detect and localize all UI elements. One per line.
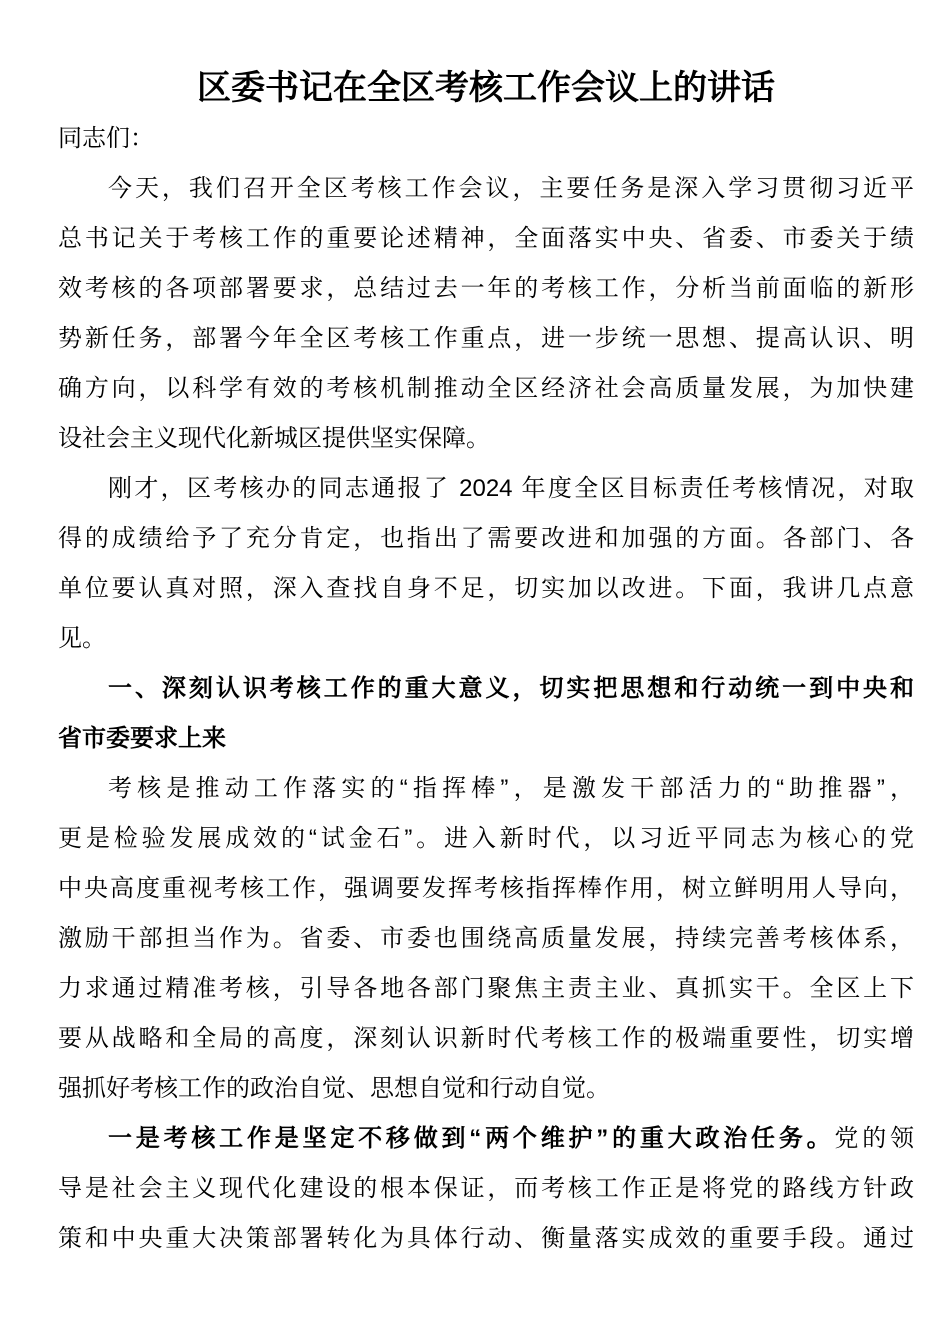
- text-line: 确方向，以科学有效的考核机制推动全区经济社会高质量发展，为加快建: [58, 375, 914, 402]
- text-line: 见。: [58, 625, 106, 652]
- text-line: 导是社会主义现代化建设的根本保证，而考核工作正是将党的路线方针政: [58, 1175, 914, 1202]
- text-line: 激励干部担当作为。省委、市委也围绕高质量发展，持续完善考核体系，: [58, 925, 914, 952]
- text-line: 效考核的各项部署要求，总结过去一年的考核工作，分析当前面临的新形: [58, 275, 914, 302]
- text-line: 更是检验发展成效的“试金石”。进入新时代，以习近平同志为核心的党: [58, 825, 914, 852]
- text-line: 总书记关于考核工作的重要论述精神，全面落实中央、省委、市委关于绩: [58, 225, 914, 252]
- text-line: 要从战略和全局的高度，深刻认识新时代考核工作的极端重要性，切实增: [58, 1025, 914, 1052]
- text-run: 党的领: [834, 1125, 914, 1152]
- text-line: 设社会主义现代化新城区提供坚实保障。: [58, 425, 490, 452]
- document-title: 区委书记在全区考核工作会议上的讲话: [197, 69, 775, 107]
- text-line: 得的成绩给予了充分肯定，也指出了需要改进和加强的方面。各部门、各: [58, 525, 914, 552]
- text-line: 强抓好考核工作的政治自觉、思想自觉和行动自觉。: [58, 1075, 610, 1102]
- text-line: 同志们：: [58, 125, 154, 152]
- text-line: 一、深刻认识考核工作的重大意义，切实把思想和行动统一到中央和: [108, 675, 914, 702]
- text-line: 力求通过精准考核，引导各地各部门聚焦主责主业、真抓实干。全区上下: [58, 975, 914, 1002]
- text-line: 考核是推动工作落实的“指挥棒”，是激发干部活力的“助推器”，: [108, 775, 914, 802]
- text-line: [58, 1114, 914, 1164]
- text-line: 今天，我们召开全区考核工作会议，主要任务是深入学习贯彻习近平: [108, 175, 914, 202]
- text-line: 势新任务，部署今年全区考核工作重点，进一步统一思想、提高认识、明: [58, 325, 914, 352]
- text-line: 单位要认真对照，深入查找自身不足，切实加以改进。下面，我讲几点意: [58, 575, 914, 602]
- text-line: 刚才，区考核办的同志通报了 2024 年度全区目标责任考核情况，对取: [108, 475, 914, 502]
- text-line: 策和中央重大决策部署转化为具体行动、衡量落实成效的重要手段。通过: [58, 1225, 914, 1252]
- text-line: 省市委要求上来: [58, 725, 226, 752]
- document-lines: [58, 114, 914, 1264]
- bold-text-run: 一是考核工作是坚定不移做到“两个维护”的重大政治任务。: [108, 1125, 835, 1152]
- text-line: 中央高度重视考核工作，强调要发挥考核指挥棒作用，树立鲜明用人导向，: [58, 875, 914, 902]
